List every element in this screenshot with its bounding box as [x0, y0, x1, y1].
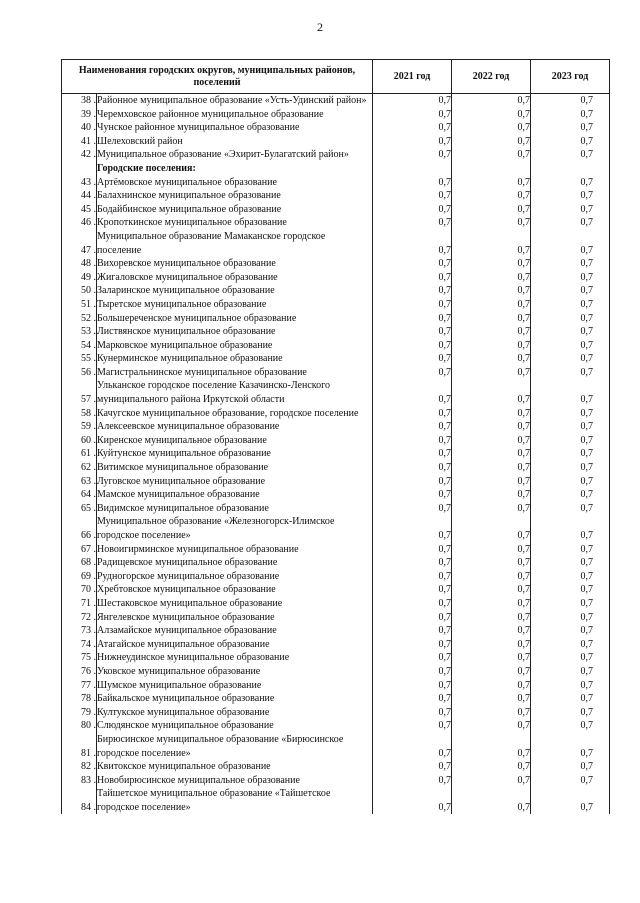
value-2021: 0,7	[373, 651, 452, 665]
value-2023: 0,7	[531, 447, 610, 461]
value-2023	[531, 162, 610, 176]
row-number: 76 .	[62, 665, 97, 679]
row-number: 41 .	[62, 135, 97, 149]
table-row	[62, 203, 610, 217]
value-2021: 0,7	[373, 706, 452, 720]
row-number: 67 .	[62, 543, 97, 557]
value-2022: 0,7	[452, 257, 531, 271]
row-name: Кунерминское муниципальное образование	[97, 352, 373, 366]
value-2023: 0,7	[531, 556, 610, 570]
value-2023: 0,7	[531, 583, 610, 597]
row-number: 73 .	[62, 624, 97, 638]
table-row	[62, 298, 610, 312]
value-2023: 0,7	[531, 352, 610, 366]
table-row	[62, 597, 610, 611]
row-number: 65 .	[62, 502, 97, 516]
row-name: Алексеевское муниципальное образование	[97, 420, 373, 434]
row-number: 71 .	[62, 597, 97, 611]
value-2021: 0,7	[373, 447, 452, 461]
value-2022: 0,7	[452, 570, 531, 584]
value-2023: 0,7	[531, 679, 610, 693]
row-number: 61 .	[62, 447, 97, 461]
value-2023: 0,7	[531, 434, 610, 448]
value-2023: 0,7	[531, 312, 610, 326]
row-name: Байкальское муниципальное образование	[97, 692, 373, 706]
value-2021: 0,7	[373, 94, 452, 108]
table-row	[62, 515, 610, 542]
table-row	[62, 733, 610, 760]
row-name: Мамское муниципальное образование	[97, 488, 373, 502]
table-row	[62, 108, 610, 122]
value-2023: 0,7	[531, 176, 610, 190]
value-2023: 0,7	[531, 339, 610, 353]
row-name: Уковское муниципальное образование	[97, 665, 373, 679]
table-row	[62, 638, 610, 652]
value-2022: 0,7	[452, 121, 531, 135]
value-2022: 0,7	[452, 108, 531, 122]
value-2022: 0,7	[452, 665, 531, 679]
table-row	[62, 312, 610, 326]
value-2021: 0,7	[373, 597, 452, 611]
data-table	[61, 59, 610, 814]
row-number	[62, 162, 97, 176]
row-number: 40 .	[62, 121, 97, 135]
value-2022: 0,7	[452, 719, 531, 733]
row-number: 49 .	[62, 271, 97, 285]
row-name: Бодайбинское муниципальное образование	[97, 203, 373, 217]
table-row	[62, 570, 610, 584]
value-2022: 0,7	[452, 706, 531, 720]
value-2023: 0,7	[531, 692, 610, 706]
row-number: 38 .	[62, 94, 97, 108]
table-row	[62, 420, 610, 434]
value-2022	[452, 162, 531, 176]
value-2021: 0,7	[373, 570, 452, 584]
table-row	[62, 366, 610, 380]
value-2022: 0,7	[452, 420, 531, 434]
row-number: 75 .	[62, 651, 97, 665]
value-2022: 0,7	[452, 325, 531, 339]
table-row	[62, 543, 610, 557]
table-row	[62, 434, 610, 448]
value-2022: 0,7	[452, 379, 531, 406]
row-name: Тайшетское муниципальное образование «Тайшетское городское поселение»	[97, 787, 373, 814]
row-number: 58 .	[62, 407, 97, 421]
value-2021: 0,7	[373, 583, 452, 597]
row-number: 45 .	[62, 203, 97, 217]
value-2021: 0,7	[373, 461, 452, 475]
value-2021: 0,7	[373, 638, 452, 652]
row-name: Марковское муниципальное образование	[97, 339, 373, 353]
table-row	[62, 407, 610, 421]
value-2021: 0,7	[373, 339, 452, 353]
value-2023: 0,7	[531, 570, 610, 584]
row-name: Муниципальное образование «Эхирит-Булагатский район»	[97, 148, 373, 162]
value-2022: 0,7	[452, 94, 531, 108]
value-2023: 0,7	[531, 502, 610, 516]
value-2021: 0,7	[373, 379, 452, 406]
value-2023: 0,7	[531, 257, 610, 271]
value-2021: 0,7	[373, 176, 452, 190]
row-name: Нижнеудинское муниципальное образование	[97, 651, 373, 665]
row-number: 69 .	[62, 570, 97, 584]
header-name-column: Наименования городских округов, муниципальных районов, поселений	[62, 60, 373, 94]
value-2022: 0,7	[452, 583, 531, 597]
row-name: Вихоревское муниципальное образование	[97, 257, 373, 271]
row-number: 84 .	[62, 787, 97, 814]
table-row	[62, 611, 610, 625]
value-2022: 0,7	[452, 271, 531, 285]
value-2021: 0,7	[373, 407, 452, 421]
row-name: Магистральнинское муниципальное образование	[97, 366, 373, 380]
row-name: Луговское муниципальное образование	[97, 475, 373, 489]
row-name: Новоигирминское муниципальное образование	[97, 543, 373, 557]
table-row	[62, 121, 610, 135]
row-number: 80 .	[62, 719, 97, 733]
table-row	[62, 556, 610, 570]
value-2023: 0,7	[531, 189, 610, 203]
value-2021: 0,7	[373, 325, 452, 339]
value-2023: 0,7	[531, 271, 610, 285]
row-number: 68 .	[62, 556, 97, 570]
table-row	[62, 271, 610, 285]
value-2023: 0,7	[531, 475, 610, 489]
row-name: Шелеховский район	[97, 135, 373, 149]
row-name: Новобирюсинское муниципальное образование	[97, 774, 373, 788]
value-2023: 0,7	[531, 135, 610, 149]
row-number: 53 .	[62, 325, 97, 339]
value-2021	[373, 162, 452, 176]
value-2023: 0,7	[531, 760, 610, 774]
row-number: 54 .	[62, 339, 97, 353]
table-row	[62, 379, 610, 406]
row-number: 48 .	[62, 257, 97, 271]
table-body	[62, 94, 610, 815]
value-2023: 0,7	[531, 774, 610, 788]
value-2022: 0,7	[452, 760, 531, 774]
value-2021: 0,7	[373, 760, 452, 774]
table-row	[62, 475, 610, 489]
table-header-row	[62, 60, 610, 94]
table-row	[62, 787, 610, 814]
value-2022: 0,7	[452, 774, 531, 788]
value-2023: 0,7	[531, 407, 610, 421]
row-name: Янгелевское муниципальное образование	[97, 611, 373, 625]
value-2023: 0,7	[531, 148, 610, 162]
page-number: 2	[317, 20, 323, 34]
value-2022: 0,7	[452, 447, 531, 461]
row-number: 60 .	[62, 434, 97, 448]
section-heading-row	[62, 162, 610, 176]
value-2021: 0,7	[373, 257, 452, 271]
row-name: Куйтунское муниципальное образование	[97, 447, 373, 461]
row-name: Култукское муниципальное образование	[97, 706, 373, 720]
value-2023: 0,7	[531, 651, 610, 665]
header-year-2022: 2022 год	[452, 60, 531, 94]
row-number: 79 .	[62, 706, 97, 720]
value-2021: 0,7	[373, 352, 452, 366]
row-number: 62 .	[62, 461, 97, 475]
table-row	[62, 447, 610, 461]
row-number: 43 .	[62, 176, 97, 190]
value-2022: 0,7	[452, 502, 531, 516]
value-2023: 0,7	[531, 94, 610, 108]
value-2022: 0,7	[452, 733, 531, 760]
value-2023: 0,7	[531, 543, 610, 557]
row-name: Кропоткинское муниципальное образование	[97, 216, 373, 230]
row-name: Шестаковское муниципальное образование	[97, 597, 373, 611]
value-2023: 0,7	[531, 611, 610, 625]
row-number: 46 .	[62, 216, 97, 230]
value-2021: 0,7	[373, 434, 452, 448]
table-row	[62, 148, 610, 162]
row-number: 72 .	[62, 611, 97, 625]
value-2023: 0,7	[531, 216, 610, 230]
row-number: 74 .	[62, 638, 97, 652]
value-2021: 0,7	[373, 135, 452, 149]
row-number: 51 .	[62, 298, 97, 312]
value-2023: 0,7	[531, 379, 610, 406]
row-name: Видимское муниципальное образование	[97, 502, 373, 516]
value-2023: 0,7	[531, 706, 610, 720]
value-2021: 0,7	[373, 420, 452, 434]
value-2022: 0,7	[452, 543, 531, 557]
header-year-2021: 2021 год	[373, 60, 452, 94]
row-name: Артёмовское муниципальное образование	[97, 176, 373, 190]
row-name: Ульканское городское поселение Казачинско-Ленского муниципального района Иркутской области	[97, 379, 373, 406]
value-2023: 0,7	[531, 366, 610, 380]
value-2023: 0,7	[531, 515, 610, 542]
row-name: Витимское муниципальное образование	[97, 461, 373, 475]
value-2022: 0,7	[452, 488, 531, 502]
value-2021: 0,7	[373, 148, 452, 162]
value-2023: 0,7	[531, 665, 610, 679]
row-name: Районное муниципальное образование «Усть-Удинский район»	[97, 94, 373, 108]
value-2023: 0,7	[531, 461, 610, 475]
row-number: 42 .	[62, 148, 97, 162]
value-2022: 0,7	[452, 787, 531, 814]
value-2021: 0,7	[373, 312, 452, 326]
value-2021: 0,7	[373, 543, 452, 557]
value-2021: 0,7	[373, 108, 452, 122]
row-number: 70 .	[62, 583, 97, 597]
value-2021: 0,7	[373, 298, 452, 312]
value-2022: 0,7	[452, 679, 531, 693]
row-number: 83 .	[62, 774, 97, 788]
value-2021: 0,7	[373, 488, 452, 502]
row-number: 50 .	[62, 284, 97, 298]
row-name: Бирюсинское муниципальное образование «Бирюсинское городское поселение»	[97, 733, 373, 760]
value-2022: 0,7	[452, 366, 531, 380]
row-name: Тыретское муниципальное образование	[97, 298, 373, 312]
row-name: Рудногорское муниципальное образование	[97, 570, 373, 584]
value-2022: 0,7	[452, 692, 531, 706]
value-2021: 0,7	[373, 774, 452, 788]
value-2021: 0,7	[373, 665, 452, 679]
value-2023: 0,7	[531, 719, 610, 733]
value-2022: 0,7	[452, 638, 531, 652]
row-name: Балахнинское муниципальное образование	[97, 189, 373, 203]
value-2023: 0,7	[531, 624, 610, 638]
row-name: Жигаловское муниципальное образование	[97, 271, 373, 285]
value-2022: 0,7	[452, 230, 531, 257]
table-row	[62, 339, 610, 353]
value-2023: 0,7	[531, 325, 610, 339]
row-number: 55 .	[62, 352, 97, 366]
value-2022: 0,7	[452, 216, 531, 230]
value-2021: 0,7	[373, 787, 452, 814]
row-name: Муниципальное образование «Железногорск-Илимское городское поселение»	[97, 515, 373, 542]
value-2022: 0,7	[452, 461, 531, 475]
value-2023: 0,7	[531, 787, 610, 814]
row-name: Большереченское муниципальное образование	[97, 312, 373, 326]
value-2022: 0,7	[452, 434, 531, 448]
value-2021: 0,7	[373, 216, 452, 230]
value-2021: 0,7	[373, 515, 452, 542]
table-row	[62, 176, 610, 190]
value-2022: 0,7	[452, 624, 531, 638]
value-2023: 0,7	[531, 203, 610, 217]
table-row	[62, 583, 610, 597]
row-name: Муниципальное образование Мамаканское городское поселение	[97, 230, 373, 257]
value-2022: 0,7	[452, 203, 531, 217]
value-2022: 0,7	[452, 611, 531, 625]
value-2021: 0,7	[373, 719, 452, 733]
row-number: 64 .	[62, 488, 97, 502]
table-row	[62, 189, 610, 203]
value-2022: 0,7	[452, 475, 531, 489]
table-row	[62, 135, 610, 149]
value-2021: 0,7	[373, 189, 452, 203]
value-2022: 0,7	[452, 148, 531, 162]
value-2023: 0,7	[531, 298, 610, 312]
value-2021: 0,7	[373, 284, 452, 298]
value-2021: 0,7	[373, 611, 452, 625]
value-2022: 0,7	[452, 298, 531, 312]
value-2021: 0,7	[373, 502, 452, 516]
value-2023: 0,7	[531, 230, 610, 257]
value-2021: 0,7	[373, 624, 452, 638]
row-number: 82 .	[62, 760, 97, 774]
row-number: 57 .	[62, 379, 97, 406]
row-number: 78 .	[62, 692, 97, 706]
value-2021: 0,7	[373, 366, 452, 380]
value-2022: 0,7	[452, 339, 531, 353]
table-row	[62, 257, 610, 271]
table-row	[62, 488, 610, 502]
row-name: Городские поселения:	[97, 162, 373, 176]
value-2021: 0,7	[373, 203, 452, 217]
value-2023: 0,7	[531, 420, 610, 434]
value-2021: 0,7	[373, 230, 452, 257]
table-row	[62, 679, 610, 693]
value-2022: 0,7	[452, 597, 531, 611]
table-row	[62, 651, 610, 665]
row-number: 39 .	[62, 108, 97, 122]
row-name: Квитокское муниципальное образование	[97, 760, 373, 774]
row-number: 52 .	[62, 312, 97, 326]
value-2022: 0,7	[452, 515, 531, 542]
value-2023: 0,7	[531, 121, 610, 135]
row-name: Качугское муниципальное образование, городское поселение	[97, 407, 373, 421]
table-row	[62, 665, 610, 679]
row-name: Киренское муниципальное образование	[97, 434, 373, 448]
table-row	[62, 230, 610, 257]
row-name: Заларинское муниципальное образование	[97, 284, 373, 298]
value-2023: 0,7	[531, 284, 610, 298]
row-number: 56 .	[62, 366, 97, 380]
value-2021: 0,7	[373, 733, 452, 760]
row-number: 66 .	[62, 515, 97, 542]
row-name: Черемховское районное муниципальное образование	[97, 108, 373, 122]
value-2023: 0,7	[531, 638, 610, 652]
value-2023: 0,7	[531, 488, 610, 502]
row-name: Алзамайское муниципальное образование	[97, 624, 373, 638]
value-2021: 0,7	[373, 679, 452, 693]
row-name: Радищевское муниципальное образование	[97, 556, 373, 570]
value-2022: 0,7	[452, 189, 531, 203]
value-2021: 0,7	[373, 692, 452, 706]
table-row	[62, 284, 610, 298]
value-2022: 0,7	[452, 135, 531, 149]
row-number: 81 .	[62, 733, 97, 760]
table-row	[62, 502, 610, 516]
row-number: 44 .	[62, 189, 97, 203]
table-row	[62, 760, 610, 774]
value-2021: 0,7	[373, 556, 452, 570]
value-2022: 0,7	[452, 284, 531, 298]
header-year-2023: 2023 год	[531, 60, 610, 94]
value-2023: 0,7	[531, 597, 610, 611]
row-number: 59 .	[62, 420, 97, 434]
row-name: Листвянское муниципальное образование	[97, 325, 373, 339]
table-row	[62, 692, 610, 706]
table-row	[62, 216, 610, 230]
row-number: 47 .	[62, 230, 97, 257]
table-row	[62, 719, 610, 733]
table-row	[62, 706, 610, 720]
value-2023: 0,7	[531, 108, 610, 122]
value-2022: 0,7	[452, 556, 531, 570]
table-row	[62, 624, 610, 638]
row-name: Атагайское муниципальное образование	[97, 638, 373, 652]
table-row	[62, 352, 610, 366]
value-2022: 0,7	[452, 651, 531, 665]
value-2022: 0,7	[452, 176, 531, 190]
value-2022: 0,7	[452, 407, 531, 421]
value-2021: 0,7	[373, 271, 452, 285]
row-number: 63 .	[62, 475, 97, 489]
value-2022: 0,7	[452, 352, 531, 366]
table-row	[62, 94, 610, 108]
row-name: Чунское районное муниципальное образование	[97, 121, 373, 135]
table-row	[62, 325, 610, 339]
row-name: Шумское муниципальное образование	[97, 679, 373, 693]
value-2023: 0,7	[531, 733, 610, 760]
value-2021: 0,7	[373, 475, 452, 489]
row-name: Слюдянское муниципальное образование	[97, 719, 373, 733]
table-row	[62, 774, 610, 788]
table-row	[62, 461, 610, 475]
value-2022: 0,7	[452, 312, 531, 326]
row-name: Хребтовское муниципальное образование	[97, 583, 373, 597]
value-2021: 0,7	[373, 121, 452, 135]
row-number: 77 .	[62, 679, 97, 693]
